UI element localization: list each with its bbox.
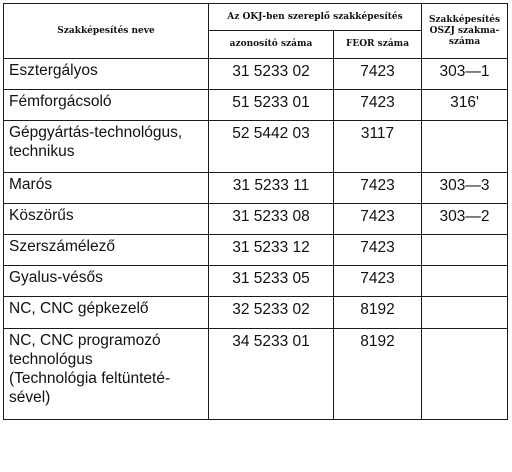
cell-name-line: NC, CNC gépkezelő — [9, 300, 149, 317]
header-feor: FEOR száma — [334, 31, 422, 59]
cell-oszj — [422, 121, 508, 173]
table-row — [4, 266, 508, 297]
header-name: Szakképesítés neve — [4, 4, 209, 59]
cell-name-line: NC, CNC programozó — [9, 332, 161, 349]
header-oszj — [422, 4, 508, 59]
cell-oszj — [422, 266, 508, 297]
cell-feor: 7423 — [334, 235, 422, 266]
header-oszj-line: Szakképesítés — [428, 14, 501, 25]
table-row — [4, 204, 508, 235]
cell-name-line: Gépgyártás-technológus, — [9, 124, 183, 141]
cell-name-line: sével) — [9, 389, 51, 406]
cell-oszj — [422, 235, 508, 266]
table-row — [4, 235, 508, 266]
cell-feor: 8192 — [334, 329, 422, 420]
cell-name — [4, 329, 209, 420]
table-row — [4, 121, 508, 173]
cell-okj: 34 5233 01 — [209, 329, 334, 420]
cell-name-line: Köszörűs — [9, 207, 74, 224]
header-row-top — [4, 4, 508, 31]
cell-feor: 7423 — [334, 90, 422, 121]
header-oszj-line: OSZJ szakma- — [429, 25, 500, 36]
cell-name-line: Marós — [9, 176, 53, 193]
cell-okj: 31 5233 02 — [209, 59, 334, 90]
cell-oszj: 303—2 — [422, 204, 508, 235]
cell-oszj: 303—3 — [422, 173, 508, 204]
cell-okj: 31 5233 08 — [209, 204, 334, 235]
cell-feor: 7423 — [334, 59, 422, 90]
cell-feor: 7423 — [334, 173, 422, 204]
cell-name-line: (Technológia feltünteté- — [9, 370, 171, 387]
cell-name — [4, 90, 209, 121]
cell-okj: 31 5233 12 — [209, 235, 334, 266]
table-row — [4, 173, 508, 204]
cell-name-line: technológus — [9, 351, 93, 368]
table-row — [4, 297, 508, 329]
cell-name — [4, 59, 209, 90]
header-oszj-line: száma — [448, 36, 481, 47]
table-row — [4, 329, 508, 420]
table-row — [4, 59, 508, 90]
cell-name-line: technikus — [9, 143, 75, 160]
cell-oszj: 316' — [422, 90, 508, 121]
cell-feor: 7423 — [334, 204, 422, 235]
cell-oszj: 303—1 — [422, 59, 508, 90]
qualification-table — [3, 3, 508, 420]
cell-name — [4, 297, 209, 329]
cell-feor: 7423 — [334, 266, 422, 297]
cell-okj: 31 5233 05 — [209, 266, 334, 297]
cell-feor: 3117 — [334, 121, 422, 173]
cell-feor: 8192 — [334, 297, 422, 329]
cell-okj: 32 5233 02 — [209, 297, 334, 329]
cell-name — [4, 235, 209, 266]
cell-okj: 52 5442 03 — [209, 121, 334, 173]
cell-name — [4, 173, 209, 204]
cell-okj: 51 5233 01 — [209, 90, 334, 121]
cell-name — [4, 121, 209, 173]
header-okj-id: azonosító száma — [209, 31, 334, 59]
cell-name-line: Gyalus-vésős — [9, 269, 103, 286]
cell-name — [4, 266, 209, 297]
cell-oszj — [422, 329, 508, 420]
cell-name-line: Fémforgácsoló — [9, 93, 112, 110]
cell-okj: 31 5233 11 — [209, 173, 334, 204]
cell-name-line: Szerszámélező — [9, 238, 115, 255]
header-okj-group: Az OKJ-ben szereplő szakképesítés — [209, 4, 422, 31]
cell-name-line: Esztergályos — [9, 62, 98, 79]
cell-oszj — [422, 297, 508, 329]
cell-name — [4, 204, 209, 235]
table-row — [4, 90, 508, 121]
